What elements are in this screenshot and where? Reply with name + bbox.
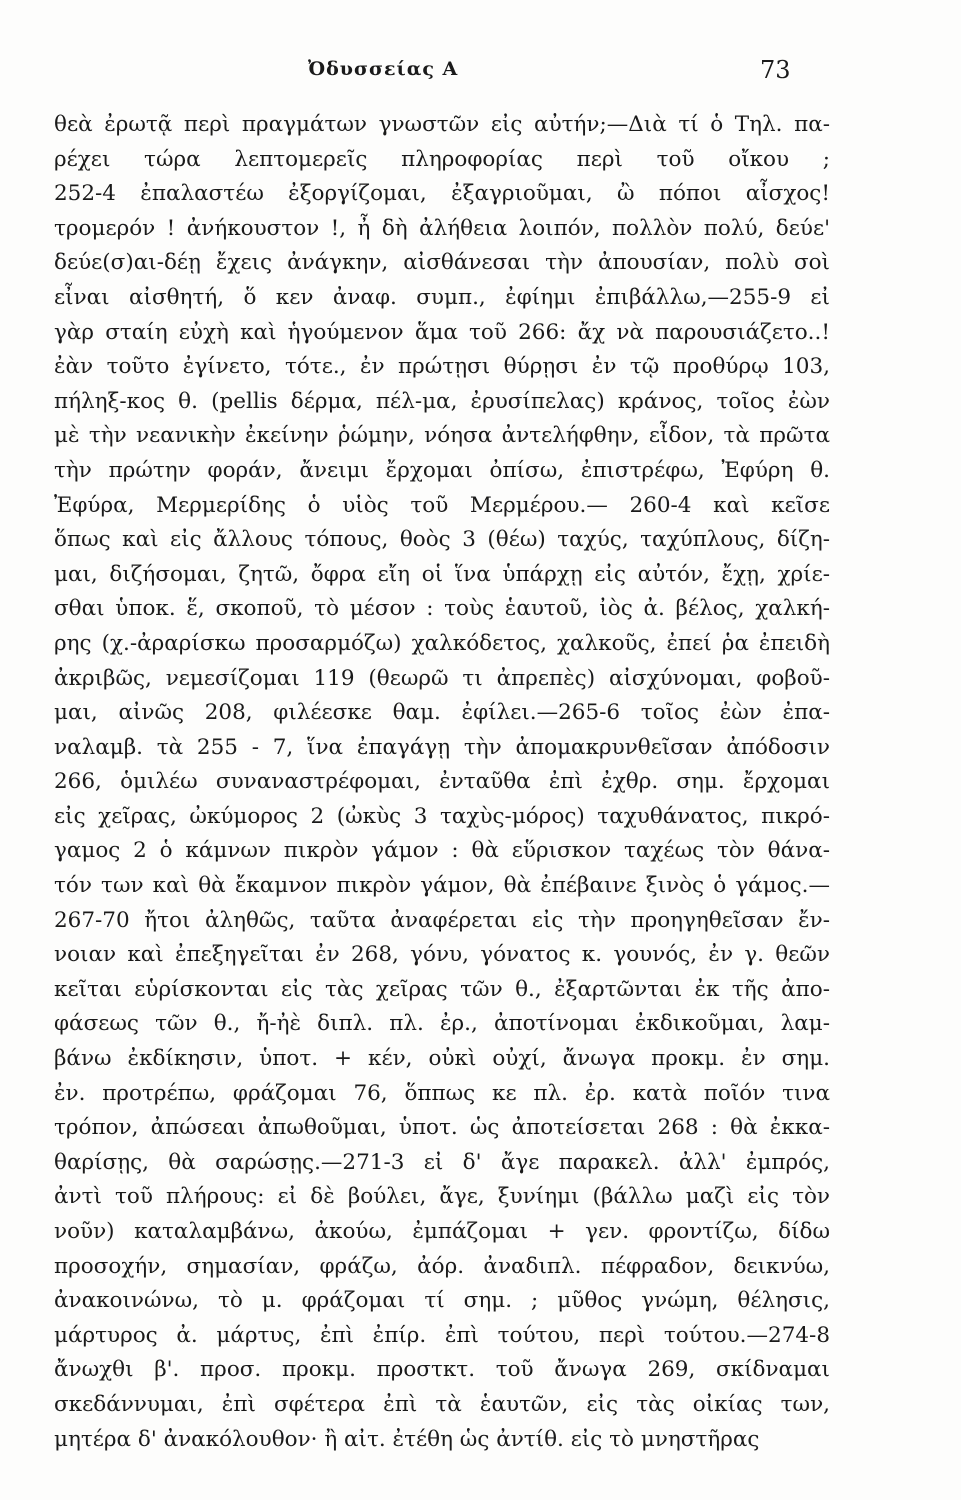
running-title: Ὀδυσσείας Α bbox=[308, 58, 459, 80]
text-line: μὲ τὴν νεανικὴν ἐκείνην ῥώμην, νόησα ἀντελήφθην, εἶδον, τὰ πρῶτα bbox=[54, 423, 830, 449]
text-line: πήληξ-κος θ. (pellis δέρμα, πέλ-μα, ἐρυσίπελας) κράνος, τοῖος ἐὼν bbox=[54, 388, 830, 414]
text-line: μαι, αἰνῶς 208, φιλέεσκε θαμ. ἐφίλει.—265-6 τοῖος ἐὼν ἐπα- bbox=[54, 700, 830, 726]
page-header bbox=[0, 58, 961, 88]
text-line: σθαι ὑποκ. ἕ, σκοποῦ, τὸ μέσον : τοὺς ἑαυτοῦ, ἰὸς ἀ. βέλος, χαλκή- bbox=[54, 596, 830, 622]
text-line: μαι, διζήσομαι, ζητῶ, ὄφρα εἴη οἱ ἵνα ὑπάρχῃ εἰς αὐτόν, ἔχῃ, χρίε- bbox=[54, 561, 830, 587]
text-line: ἐν. προτρέπω, φράζομαι 76, ὅππως κε πλ. ἐρ. κατὰ ποῖόν τινα bbox=[54, 1080, 830, 1106]
text-line: μάρτυρος ἀ. μάρτυς, ἐπὶ ἐπίρ. ἐπὶ τούτου, περὶ τούτου.—274-8 bbox=[54, 1322, 830, 1348]
text-line: ἐὰν τοῦτο ἐγίνετο, τότε., ἐν πρώτῃσι θύρῃσι ἐν τῷ προθύρῳ 103, bbox=[54, 354, 830, 380]
text-line: θαρίσῃς, θὰ σαρώσῃς.—271-3 εἰ δ' ἄγε παρακελ. ἀλλ' ἐμπρός, bbox=[54, 1149, 830, 1175]
text-line: ναλαμβ. τὰ 255 - 7, ἵνα ἐπαγάγῃ τὴν ἀπομακρυνθεῖσαν ἀπόδοσιν bbox=[54, 734, 830, 760]
text-line: ἄνωχθι β'. προσ. προκμ. προστκτ. τοῦ ἄνωγα 269, σκίδναμαι bbox=[54, 1357, 830, 1383]
text-line: τόν των καὶ θὰ ἔκαμνον πικρὸν γάμον, θὰ ἐπέβαινε ξινὸς ὁ γάμος.— bbox=[54, 873, 830, 899]
text-line: κεῖται εὑρίσκονται εἰς τὰς χεῖρας τῶν θ., ἐξαρτῶνται ἐκ τῆς ἀπο- bbox=[54, 976, 830, 1002]
text-line: ἀνακοινώνω, τὸ μ. φράζομαι τί σημ. ; μῦθος γνώμη, θέλησις, bbox=[54, 1288, 830, 1314]
text-line: ὅπως καὶ εἰς ἄλλους τόπους, θοὸς 3 (θέω) ταχύς, ταχύπλους, δίζη- bbox=[54, 527, 830, 553]
text-line: προσοχήν, σημασίαν, φράζω, ἀόρ. ἀναδιπλ. πέφραδον, δεικνύω, bbox=[54, 1253, 830, 1279]
text-line: τρόπον, ἀπώσεαι ἀπωθοῦμαι, ὑποτ. ὡς ἀποτείσεται 268 : θὰ ἐκκα- bbox=[54, 1115, 830, 1141]
commentary-text bbox=[54, 108, 830, 1457]
text-line: τὴν πρώτην φοράν, ἄνειμι ἔρχομαι ὀπίσω, ἐπιστρέφω, Ἐφύρη θ. bbox=[54, 457, 830, 483]
text-line: 252-4 ἐπαλαστέω ἐξοργίζομαι, ἐξαγριοῦμαι, ὢ πόποι αἶσχος! bbox=[54, 181, 830, 207]
text-line: 266, ὁμιλέω συναναστρέφομαι, ἐνταῦθα ἐπὶ ἐχθρ. σημ. ἔρχομαι bbox=[54, 769, 830, 795]
text-line: γαμος 2 ὁ κάμνων πικρὸν γάμον : θὰ εὕρισκον ταχέως τὸν θάνα- bbox=[54, 838, 830, 864]
text-line: μητέρα δ' ἀνακόλουθον· ἢ αἰτ. ἐτέθη ὡς ἀντίθ. εἰς τὸ μνηστῆρας bbox=[54, 1426, 760, 1452]
text-line: δεύε(σ)αι-δέῃ ἔχεις ἀνάγκην, αἰσθάνεσαι τὴν ἀπουσίαν, πολὺ σοὶ bbox=[54, 250, 830, 276]
text-line: νοῦν) καταλαμβάνω, ἀκούω, ἐμπάζομαι + γεν. φροντίζω, δίδω bbox=[54, 1219, 830, 1244]
text-line: εἰς χεῖρας, ὠκύμορος 2 (ὠκὺς 3 ταχὺς-μόρος) ταχυθάνατος, πικρό- bbox=[54, 803, 830, 829]
text-line: σκεδάννυμαι, ἐπὶ σφέτερα ἐπὶ τὰ ἑαυτῶν, εἰς τὰς οἰκίας των, bbox=[54, 1391, 830, 1417]
text-line: θεὰ ἐρωτᾷ περὶ πραγμάτων γνωστῶν εἰς αὐτήν;—Διὰ τί ὁ Τηλ. πα- bbox=[54, 112, 830, 137]
text-line: ρης (χ.-ἀραρίσκω προσαρμόζω) χαλκόδετος, χαλκοῦς, ἐπεί ῥα ἐπειδὴ bbox=[54, 630, 830, 656]
text-line: νοιαν καὶ ἐπεξηγεῖται ἐν 268, γόνυ, γόνατος κ. γουνός, ἐν γ. θεῶν bbox=[54, 942, 830, 968]
text-line: ἀκριβῶς, νεμεσίζομαι 119 (θεωρῶ τι ἀπρεπὲς) αἰσχύνομαι, φοβοῦ- bbox=[54, 665, 830, 691]
text-line: βάνω ἐκδίκησιν, ὑποτ. + κέν, οὐκὶ οὐχί, ἄνωγα προκμ. ἐν σημ. bbox=[54, 1046, 830, 1072]
text-line: Ἐφύρα, Μερμερίδης ὁ υἱὸς τοῦ Μερμέρου.— 260-4 καὶ κεῖσε bbox=[54, 492, 830, 518]
text-line: γὰρ σταίη εὐχὴ καὶ ἡγούμενον ἅμα τοῦ 266: ἄχ νὰ παρουσιάζετο..! bbox=[54, 319, 830, 345]
text-line: εἶναι αἰσθητή, ὅ κεν ἀναφ. συμπ., ἐφίημι ἐπιβάλλω,—255-9 εἰ bbox=[54, 284, 830, 310]
text-line: φάσεως τῶν θ., ἤ-ἠὲ διπλ. πλ. ἐρ., ἀποτίνομαι ἐκδικοῦμαι, λαμ- bbox=[54, 1011, 830, 1037]
text-line: ἀντὶ τοῦ πλήρους: εἰ δὲ βούλει, ἄγε, ξυνίημι (βάλλω μαζὶ εἰς τὸν bbox=[54, 1184, 830, 1210]
text-line: τρομερόν ! ἀνήκουστον !, ἦ δὴ ἀλήθεια λοιπόν, πολλὸν πολύ, δεύε' bbox=[54, 215, 830, 241]
text-line: 267-70 ἤτοι ἀληθῶς, ταῦτα ἀναφέρεται εἰς τὴν προηγηθεῖσαν ἔν- bbox=[54, 907, 830, 933]
text-line: ρέχει τώρα λεπτομερεῖς πληροφορίας περὶ τοῦ οἴκου ; bbox=[54, 146, 830, 172]
page-number: 73 bbox=[760, 56, 791, 84]
